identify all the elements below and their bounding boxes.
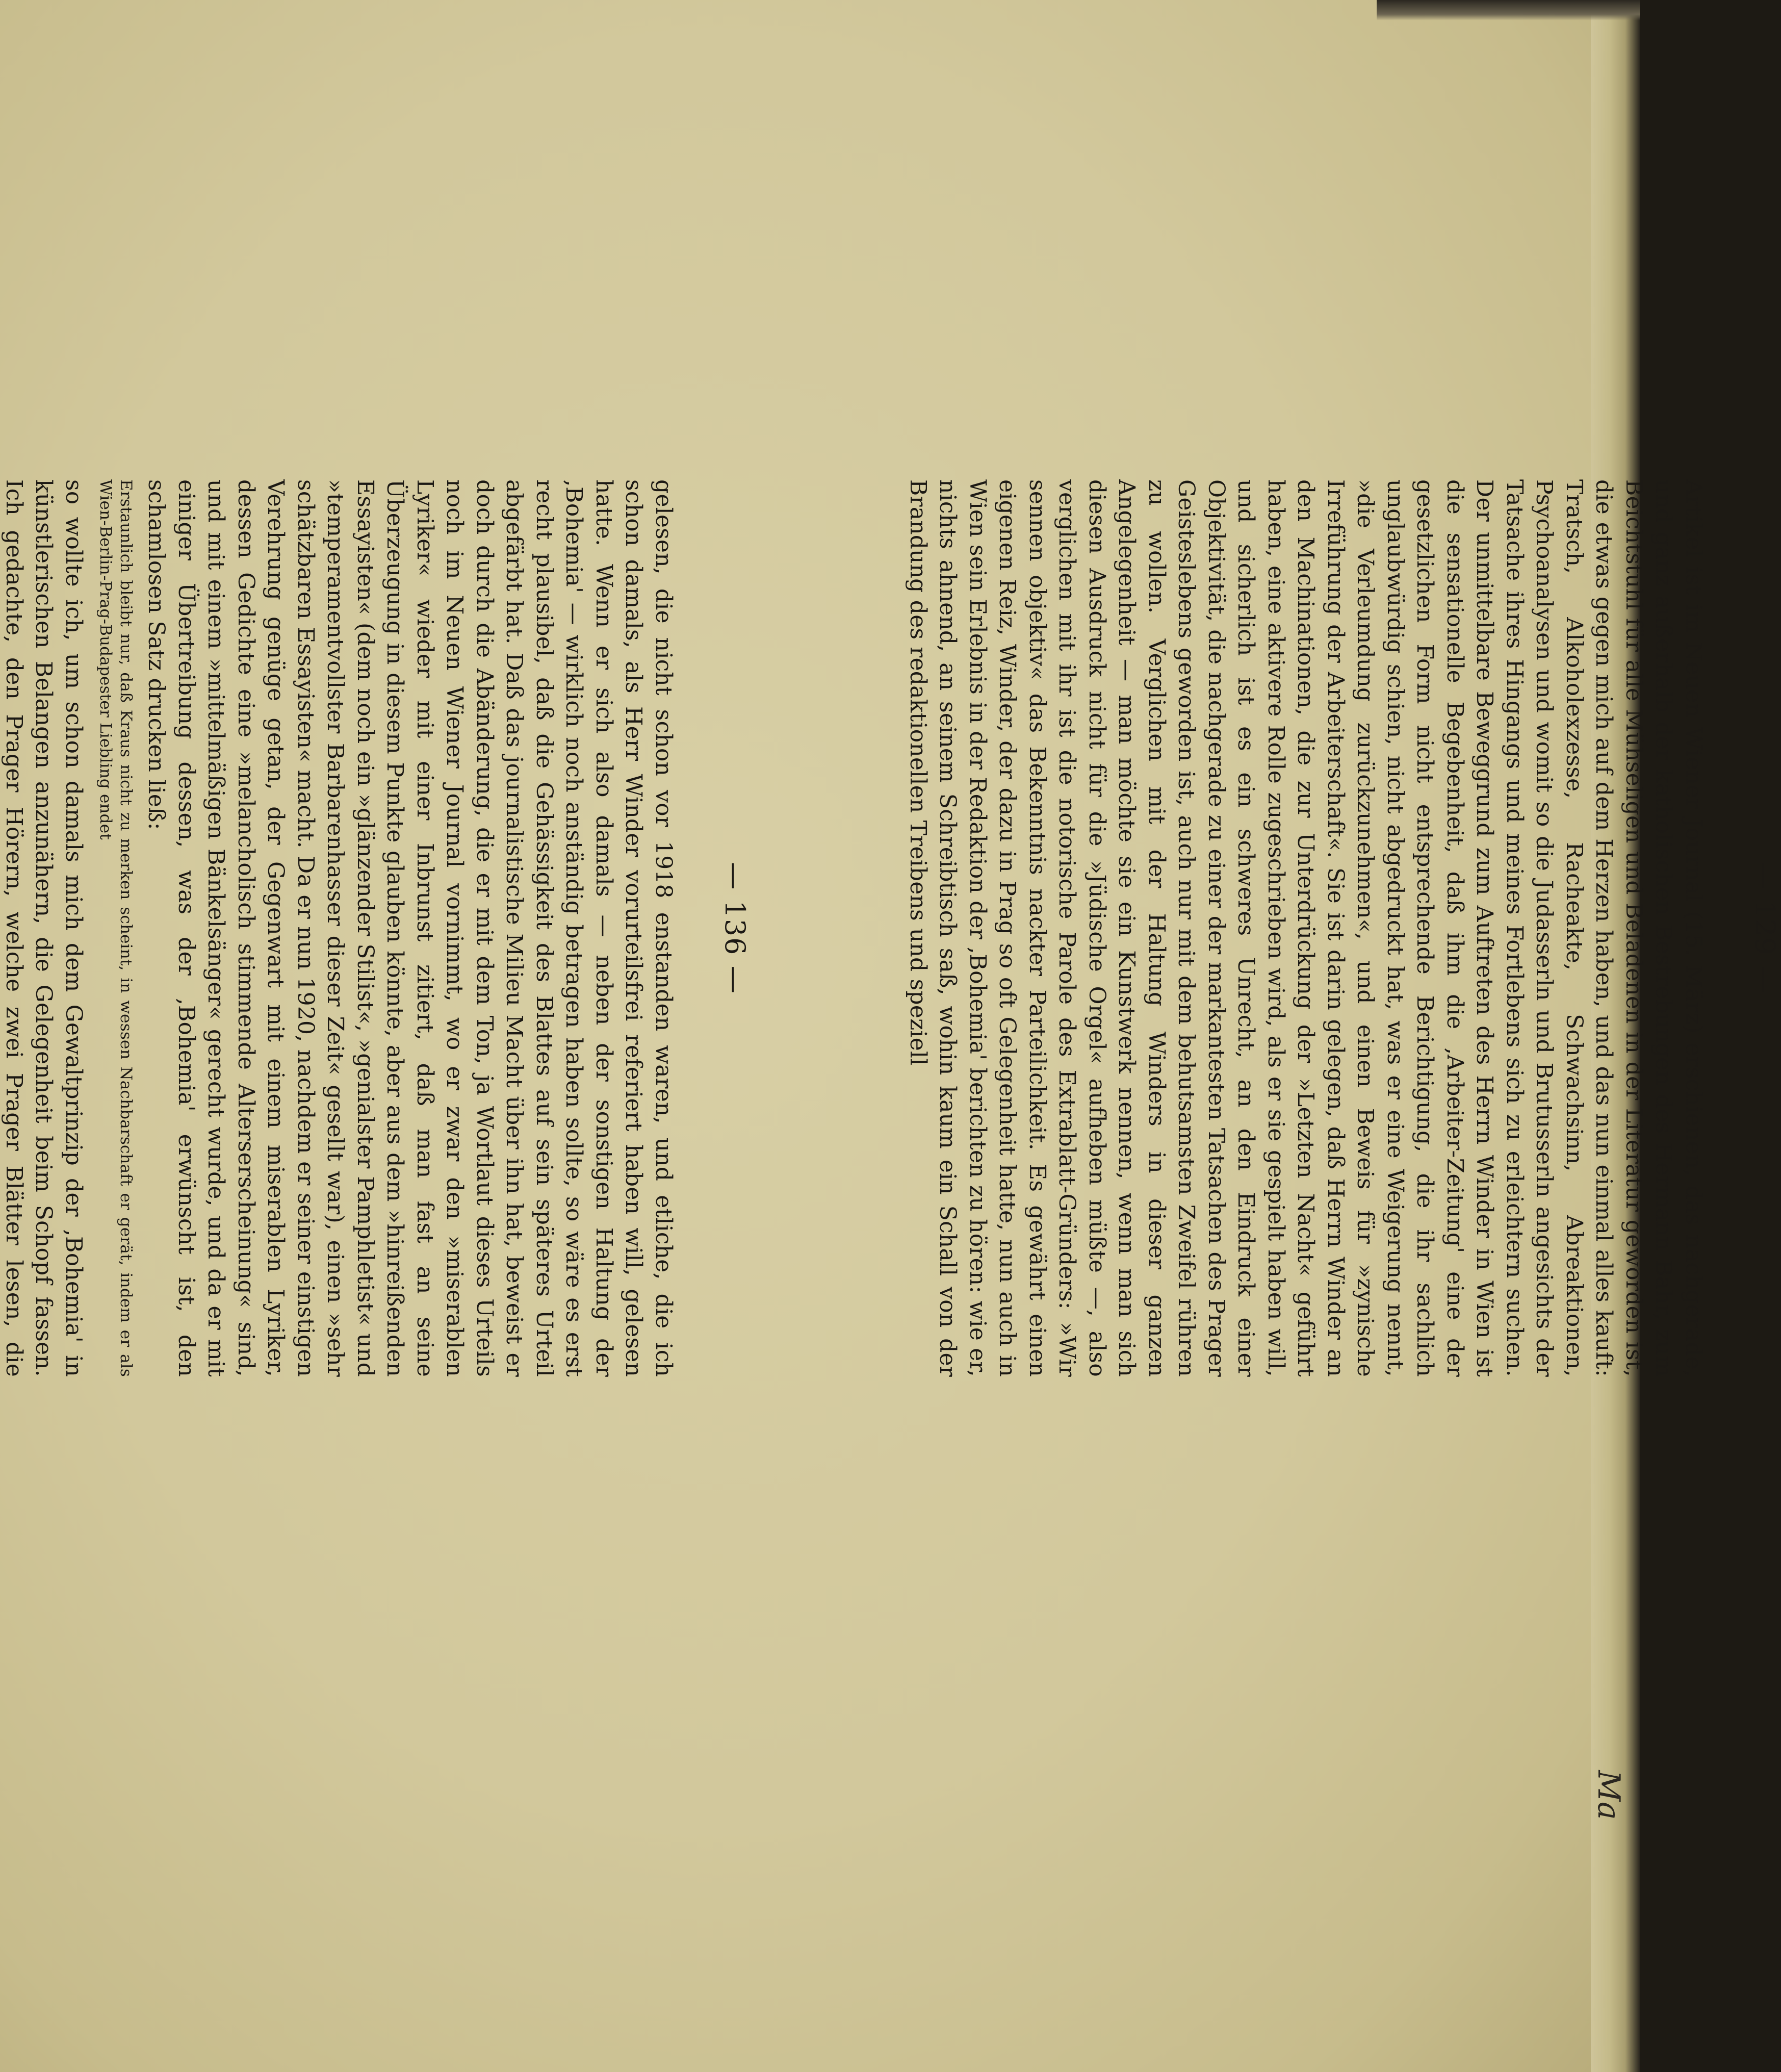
paragraph: Artikel ist im Neuen Wiener Journal (15. März) erschienen, das nachgerade, und ganz außerhalb der katholischen Bestrebungen des Hermann Bahr, zum Beichtstuhl für alle Mühseligen und Beladenen in der Literatur geworden ist, die etwas gegen mich auf dem Herzen haben, und das nun einmal alles kauft: Tratsch, Alkoholexzesse, Racheakte, Schwachsinn, Abreaktionen, Psychoanalysen und womit so die Judasserln und Brutusserln angesichts der Tatsache ihres Hingangs und meines Fortlebens sich zu erleichtern suchen. Der unmittelbare Beweggrund zum Auftreten des Herrn Winder in Wien ist die sensationelle Begebenheit, daß ihm die ‚Arbeiter-Zeitung' eine der gesetzlichen Form nicht entsprechende Berichtigung, die ihr sachlich unglaubwürdig schien, nicht abgedruckt hat, was er eine Weigerung nennt, »die Verleumdung zurückzunehmen«, und einen Beweis für »zynische Irreführung der Arbeiterschaft«. Sie ist darin gelegen, daß Herrn Winder an den Machinationen, die zur Unterdrückung der »Letzten Nacht« geführt haben, eine aktivere Rolle zugeschrieben wird, als er sie gespielt haben will, und sicherlich ist es ein schweres Unrecht, an den Eindruck einer Objektivität, die nachgerade zu einer der markantesten Tatsachen des Prager Geisteslebens geworden ist, auch nur mit dem behutsamsten Zweifel rühren zu wollen. Verglichen mit der Haltung Winders in dieser ganzen Angelegenheit — man möchte sie ein Kunstwerk nennen, wenn man sich diesen Ausdruck nicht für die »Jüdische Orgel« aufheben müßte —, also verglichen mit ihr ist die notorische Parole des Extrablatt-Gründers: »Wir sennen objektiv« das Bekenntnis nackter Parteilichkeit. Es gewährt einen eigenen Reiz, Winder, der dazu in Prag so oft Gelegenheit hatte, nun auch in Wien sein Erlebnis in der Redaktion der ‚Bohemia' berichten zu hören: wie er, nichts ahnend, an seinem Schreibtisch saß, wohin kaum ein Schall von der Brandung des redaktionellen Treibens und speziell [905,479,1707,1377]
paragraph: so wollte ich, um schon damals mich dem Gewaltprinzip der ‚Bohemia' in künstlerischen Belangen anzunähern, die Gelegenheit beim Schopf fassen. Ich gedachte, den Prager Hörern, welche zwei Prager Blätter lesen, die [1,479,87,1377]
footnote: Erstaunlich bleibt nur, daß Kraus nicht zu merken scheint, in wessen Nachbarschaft er gerät, indem er als Wien-Berlin-Prag-Budapester Liebling endet [96,479,135,1377]
page-129 [780,479,1779,1377]
page-number-129: — 129 — [1749,862,1781,994]
page-136-text [0,479,678,1377]
page-129-text [903,479,1709,1377]
paragraph: gelesen, die nicht schon vor 1918 enstanden waren, und etliche, die ich schon damals, als Herr Winder vorurteilsfrei referiert haben will, gelesen hatte. Wenn er sich also damals — neben der sonstigen Haltung der ‚Bohemia' — wirklich noch anständig betragen haben sollte, so wäre es erst recht plausibel, daß die Gehässigkeit des Blattes auf sein späteres Urteil abgefärbt hat. Daß das journalistische Milieu Macht über ihn hat, beweist er doch durch die Abänderung, die er mit dem Ton, ja Wortlaut dieses Urteils noch im Neuen Wiener Journal vornimmt, wo er zwar den »miserablen Lyriker« wieder mit einer Inbrunst zitiert, daß man fast an seine Überzeugung in diesem Punkte glauben könnte, aber aus dem »hinreißenden Essayisten« (dem noch ein »glänzender Stilist«, »genialster Pamphletist« und »temperamentvollster Barbarenhasser dieser Zeit« gesellt war), einen »sehr schätzbaren Essayisten« macht. Da er nun 1920, nachdem er seiner einstigen Verehrung genüge getan, der Gegenwart mit einem miserablen Lyriker, dessen Gedichte eine »melancholisch stimmende Alterserscheinung« sind, und mit einem »mittelmäßigen Bänkelsänger« gerecht wurde, und da er mit einiger Übertreibung dessen, was der ‚Bohemia' erwünscht ist, den schamlosen Satz drucken ließ: [143,479,677,1377]
page-136 [0,479,750,1377]
binding-edge [1377,0,1640,20]
handwritten-margin-note: Ma [1591,1770,1627,1820]
page-number-136: — 136 — [719,862,751,994]
